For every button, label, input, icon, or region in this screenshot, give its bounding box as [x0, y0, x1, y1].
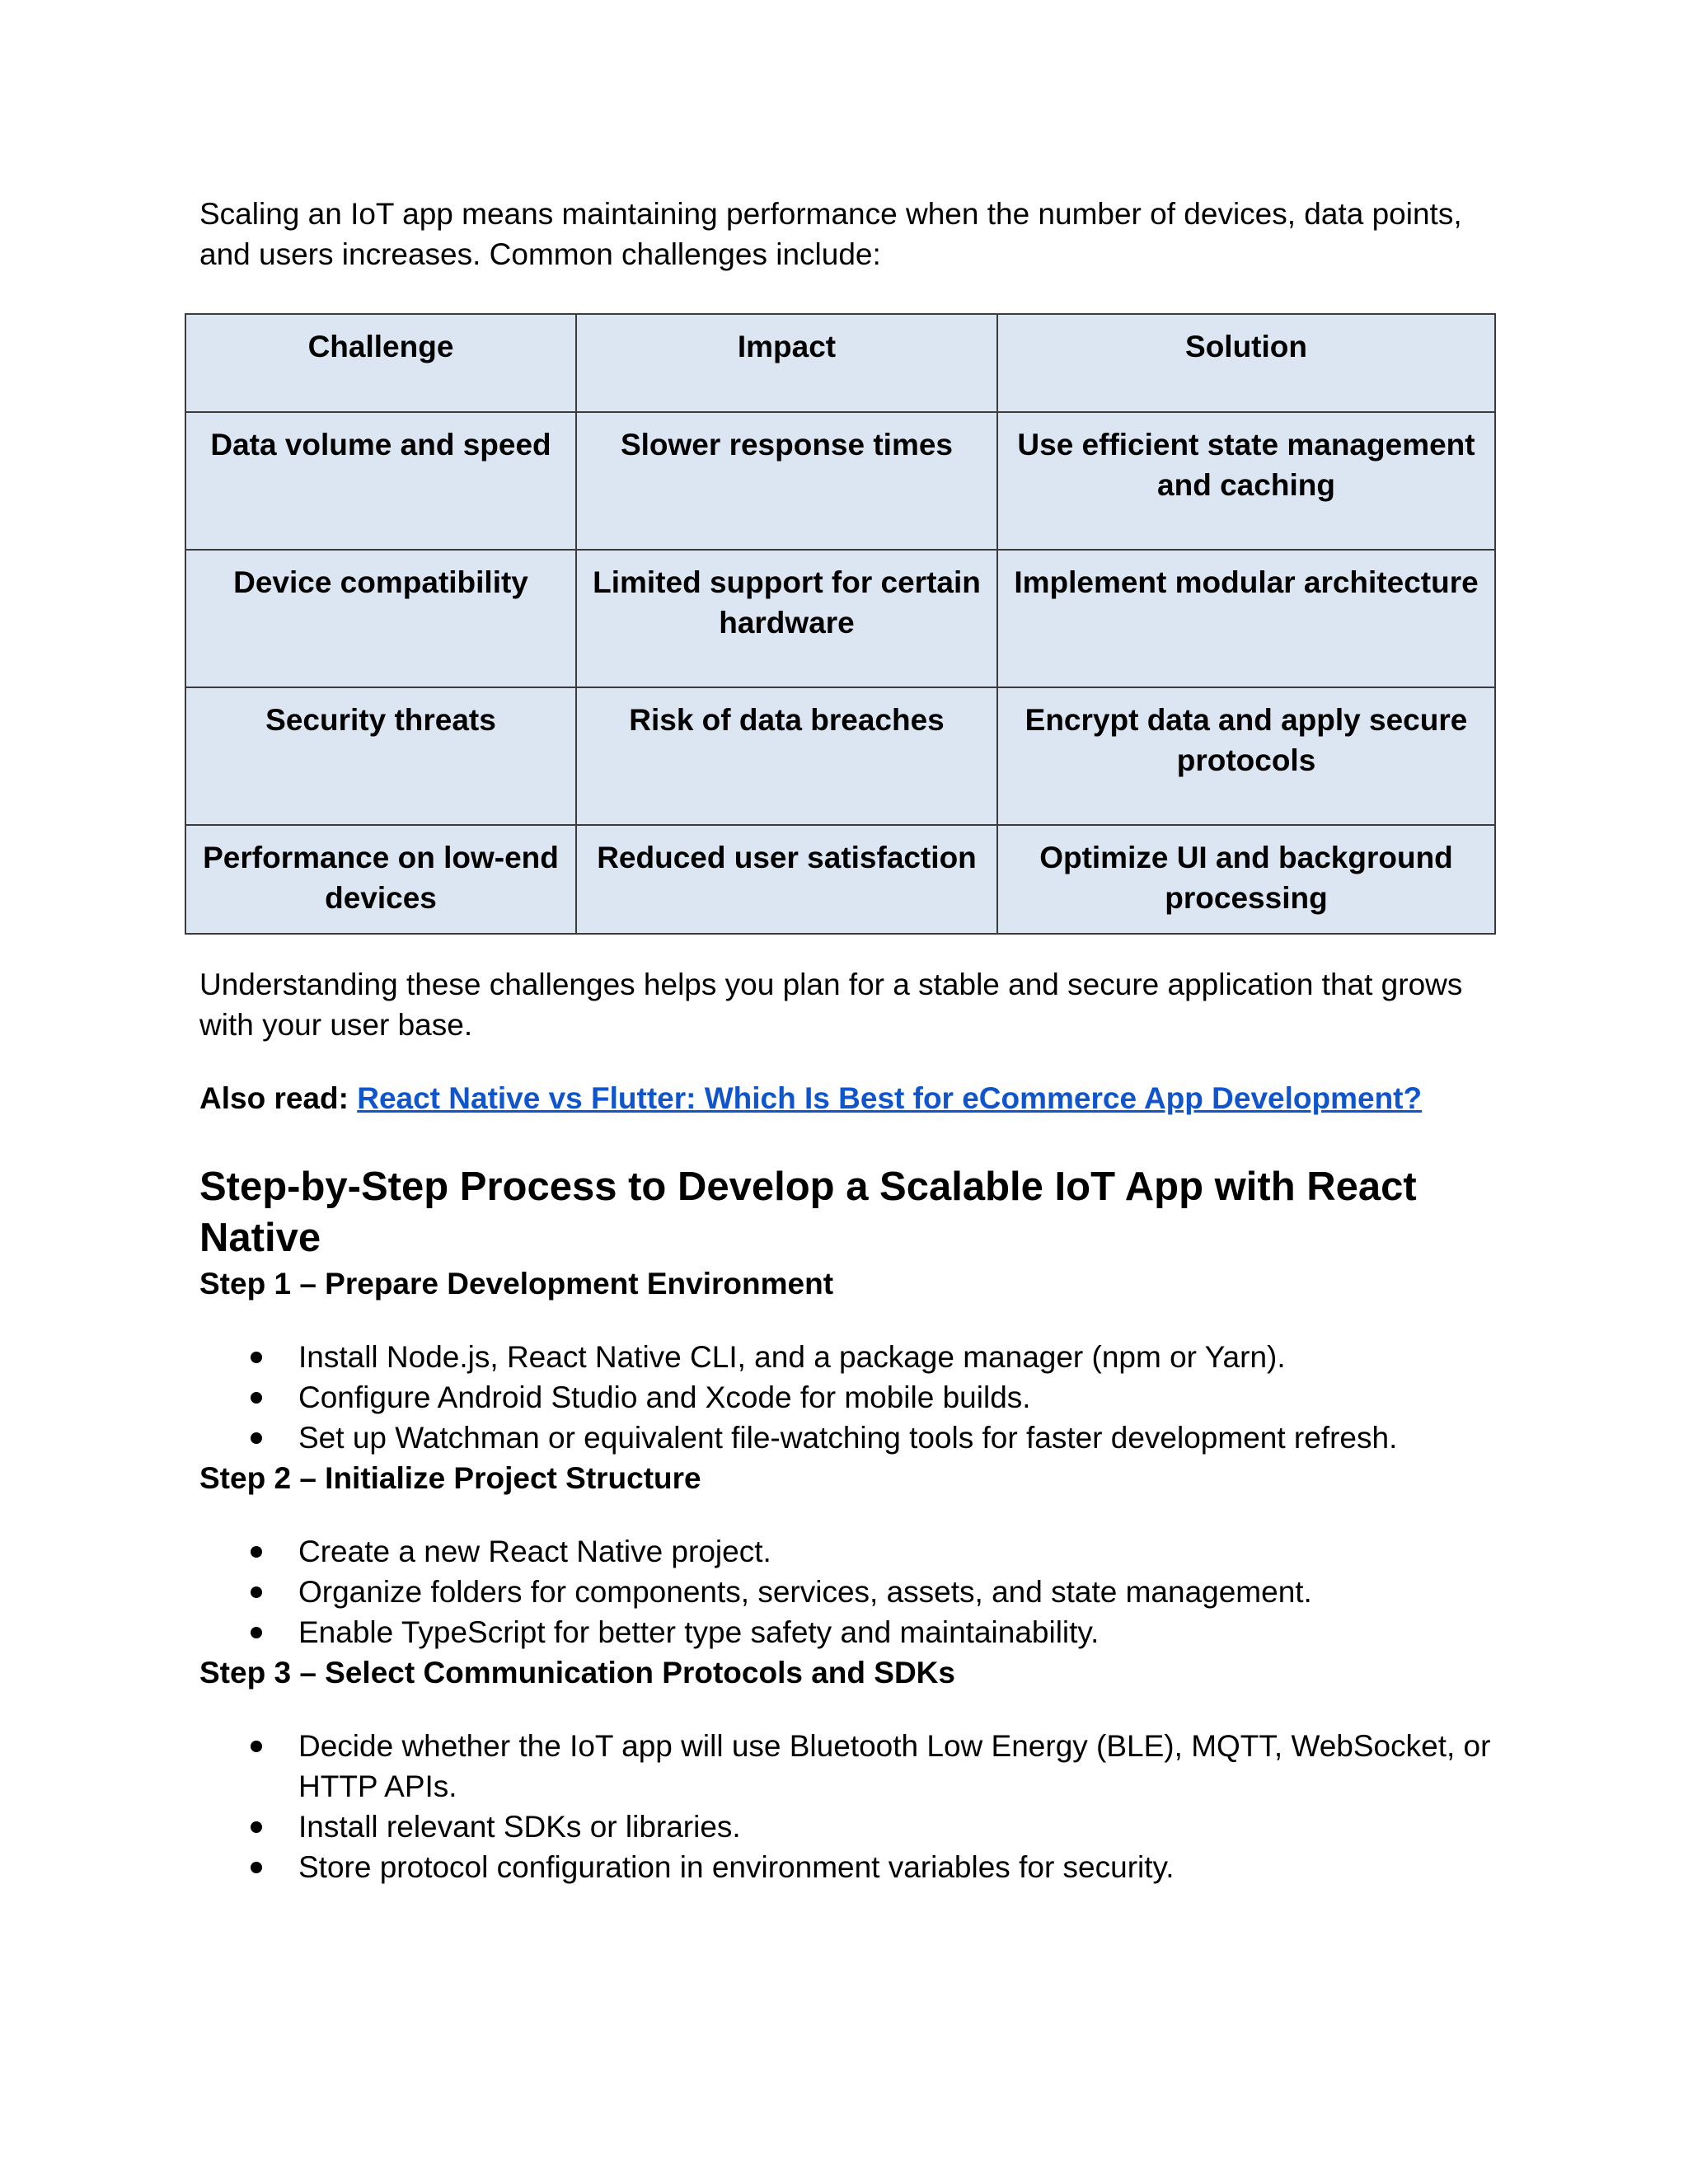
table-cell-solution: Encrypt data and apply secure protocols: [997, 687, 1495, 825]
table-cell-challenge: Performance on low-end devices: [185, 825, 576, 934]
step-2-heading: Step 2 – Initialize Project Structure: [199, 1461, 701, 1495]
summary-paragraph: Understanding these challenges helps you plan for a stable and secure application that grows with your user base.: [199, 968, 1463, 1042]
table-row: [185, 412, 1495, 550]
bullet-icon: [251, 1392, 262, 1404]
list-item: [199, 1847, 1502, 1887]
list-item-text: Decide whether the IoT app will use Bluetooth Low Energy (BLE), MQTT, WebSocket, or HTTP APIs.: [298, 1729, 1491, 1803]
step-2-list: [199, 1531, 1502, 1652]
list-item: [199, 1337, 1502, 1377]
header-impact: Impact: [576, 314, 997, 412]
bullet-icon: [251, 1741, 262, 1752]
challenges-table: [185, 313, 1496, 935]
list-item: [199, 1726, 1502, 1807]
bullet-icon: [251, 1432, 262, 1444]
table-cell-solution: Use efficient state management and caching: [997, 412, 1495, 550]
table-cell-challenge: Security threats: [185, 687, 576, 825]
table-cell-challenge: Device compatibility: [185, 550, 576, 687]
step-3-heading: Step 3 – Select Communication Protocols and SDKs: [199, 1656, 955, 1690]
table-cell-solution: Optimize UI and background processing: [997, 825, 1495, 934]
step-1-list: [199, 1337, 1502, 1458]
list-item: [199, 1572, 1502, 1612]
list-item: [199, 1807, 1502, 1847]
table-cell-solution: Implement modular architecture: [997, 550, 1495, 687]
list-item-text: Configure Android Studio and Xcode for mobile builds.: [298, 1380, 1031, 1414]
bullet-icon: [251, 1627, 262, 1638]
list-item: [199, 1377, 1502, 1418]
table-row: [185, 825, 1495, 934]
list-item-text: Organize folders for components, services, assets, and state management.: [298, 1575, 1312, 1609]
list-item-text: Set up Watchman or equivalent file-watching tools for faster development refresh.: [298, 1421, 1398, 1455]
document-page: [199, 194, 1502, 1887]
also-read-line: [199, 1078, 1502, 1118]
list-item: [199, 1531, 1502, 1572]
bullet-icon: [251, 1821, 262, 1833]
bullet-icon: [251, 1862, 262, 1873]
also-read-link[interactable]: React Native vs Flutter: Which Is Best for eCommerce App Development?: [357, 1081, 1423, 1115]
header-challenge: Challenge: [185, 314, 576, 412]
list-item-text: Create a new React Native project.: [298, 1535, 771, 1568]
list-item-text: Install relevant SDKs or libraries.: [298, 1810, 741, 1844]
table-header-row: [185, 314, 1495, 412]
list-item-text: Enable TypeScript for better type safety and maintainability.: [298, 1615, 1100, 1649]
list-item-text: Install Node.js, React Native CLI, and a package manager (npm or Yarn).: [298, 1340, 1286, 1374]
header-solution: Solution: [997, 314, 1495, 412]
section-heading: Step-by-Step Process to Develop a Scalable IoT App with React Native: [199, 1165, 1417, 1260]
table-row: [185, 550, 1495, 687]
bullet-icon: [251, 1352, 262, 1363]
list-item-text: Store protocol configuration in environment variables for security.: [298, 1850, 1175, 1884]
table-cell-challenge: Data volume and speed: [185, 412, 576, 550]
bullet-icon: [251, 1546, 262, 1558]
list-item: [199, 1418, 1502, 1458]
step-3-list: [199, 1726, 1502, 1887]
list-item: [199, 1612, 1502, 1652]
table-cell-impact: Slower response times: [576, 412, 997, 550]
bullet-icon: [251, 1586, 262, 1598]
table-cell-impact: Limited support for certain hardware: [576, 550, 997, 687]
step-1-heading: Step 1 – Prepare Development Environment: [199, 1267, 834, 1301]
also-read-label: Also read:: [199, 1081, 358, 1115]
intro-paragraph: Scaling an IoT app means maintaining performance when the number of devices, data points, and users increases. Common challenges include:: [199, 197, 1462, 271]
table-cell-impact: Reduced user satisfaction: [576, 825, 997, 934]
table-cell-impact: Risk of data breaches: [576, 687, 997, 825]
table-row: [185, 687, 1495, 825]
